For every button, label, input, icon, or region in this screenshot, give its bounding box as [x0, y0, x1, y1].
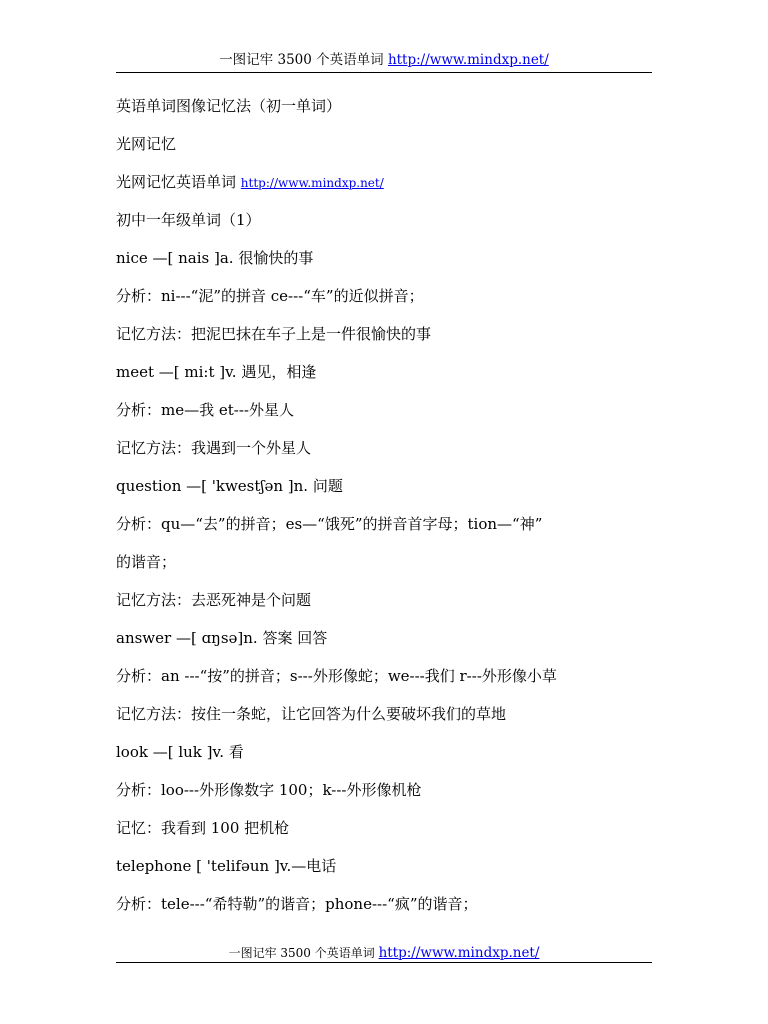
memory-line	[116, 323, 656, 361]
analysis-line	[116, 285, 656, 323]
line-text: answer —[ ɑŋsə]n. 答案 回答	[116, 629, 328, 647]
memory-line	[116, 589, 656, 627]
word-entry	[116, 855, 656, 893]
line-text: 分析：tele---“希特勒”的谐音；phone---“疯”的谐音；	[116, 895, 478, 913]
header-link[interactable]: http://www.mindxp.net/	[387, 52, 549, 68]
word-entry	[116, 247, 656, 285]
word-entry	[116, 627, 656, 665]
analysis-line	[116, 665, 656, 703]
line-text: 分析：ni---“泥”的拼音 ce---“车”的近似拼音；	[116, 287, 424, 305]
analysis-line	[116, 513, 656, 551]
line-text: 记忆：我看到 100 把机枪	[116, 819, 290, 837]
line-text: 分析：qu—“去”的拼音；es—“饿死”的拼音首字母；tion—“神”	[116, 515, 543, 533]
section-heading	[116, 209, 656, 247]
word-entry	[116, 741, 656, 779]
line-text: 英语单词图像记忆法（初一单词）	[116, 97, 342, 115]
header-text: 一图记牢 3500 个英语单词	[219, 52, 384, 68]
line-text: 光网记忆	[116, 135, 177, 153]
line-text: 光网记忆英语单词	[116, 173, 237, 191]
line-text: question —[ 'kwestʃən ]n. 问题	[116, 477, 343, 495]
line-text: 记忆方法：把泥巴抹在车子上是一件很愉快的事	[116, 325, 432, 343]
line-text: 记忆方法：按住一条蛇，让它回答为什么要破坏我们的草地	[116, 705, 507, 723]
memory-line	[116, 703, 656, 741]
site-line	[116, 171, 656, 209]
analysis-continuation-line	[116, 551, 656, 589]
page-footer	[116, 944, 652, 963]
analysis-line	[116, 399, 656, 437]
memory-line	[116, 437, 656, 475]
footer-link[interactable]: http://www.mindxp.net/	[378, 945, 540, 961]
analysis-line	[116, 893, 656, 931]
line-text: 分析：loo---外形像数字 100；k---外形像机枪	[116, 781, 422, 799]
line-text: look —[ luk ]v. 看	[116, 743, 244, 761]
line-text: 记忆方法：去恶死神是个问题	[116, 591, 312, 609]
title-line	[116, 95, 656, 133]
line-text: telephone [ 'telifəun ]v.—电话	[116, 857, 337, 875]
site-link[interactable]: http://www.mindxp.net/	[240, 176, 384, 190]
line-text: 记忆方法：我遇到一个外星人	[116, 439, 312, 457]
document-body	[116, 95, 656, 931]
footer-text: 一图记牢 3500 个英语单词	[228, 946, 375, 960]
word-entry	[116, 475, 656, 513]
subtitle-line	[116, 133, 656, 171]
line-text: 初中一年级单词（1）	[116, 211, 261, 229]
page-header	[116, 50, 652, 73]
analysis-line	[116, 779, 656, 817]
line-text: 的谐音；	[116, 553, 177, 571]
memory-line	[116, 817, 656, 855]
line-text: 分析：me—我 et---外星人	[116, 401, 294, 419]
line-text: 分析：an ---“按”的拼音；s---外形像蛇；we---我们 r---外形像小草	[116, 667, 557, 685]
line-text: nice —[ nais ]a. 很愉快的事	[116, 249, 314, 267]
word-entry	[116, 361, 656, 399]
line-text: meet —[ mi:t ]v. 遇见，相逢	[116, 363, 317, 381]
